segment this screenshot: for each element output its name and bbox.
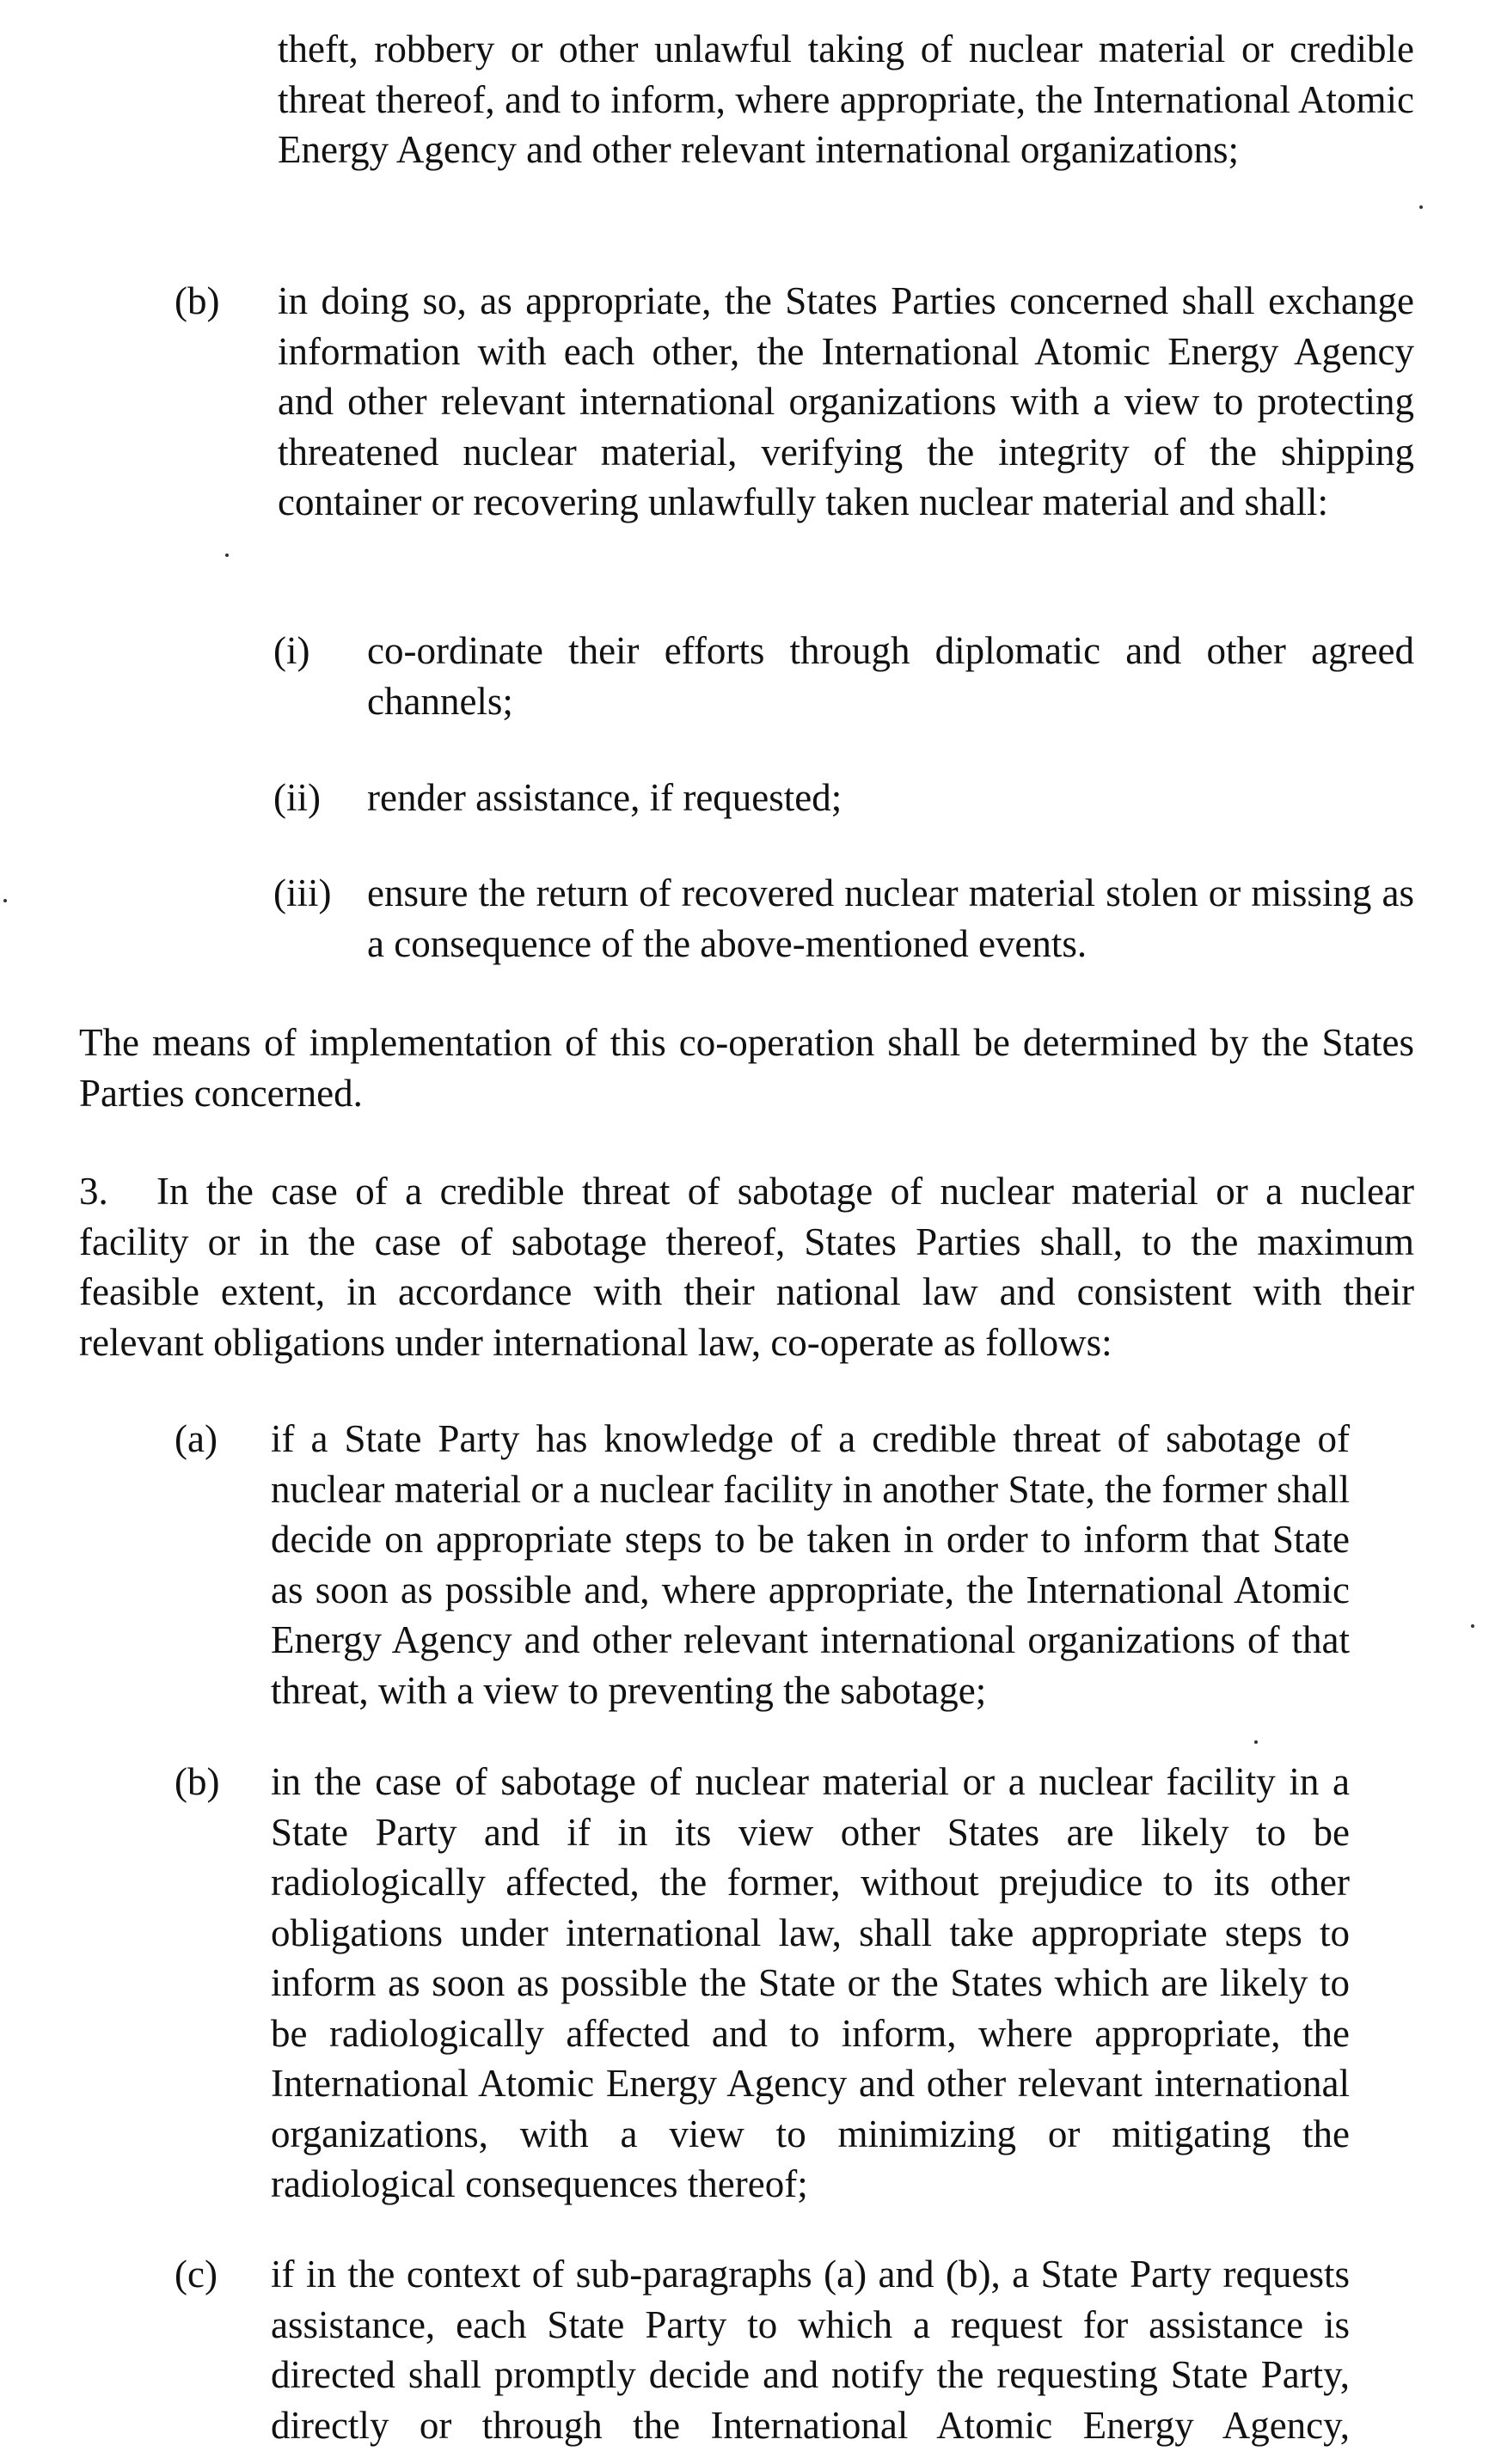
scan-speck [1419,205,1423,209]
section-3-item-a-text: if a State Party has knowledge of a credible threat of sabotage of nuclear material or a nuclear facility in another State, the former shall decide on appropriate steps to be taken in order to inform that State as soon as possible and, where appropriate, the International Atomic Energy Agency and other relevant international organizations of that threat, with a view to preventing the sabotage; [271,1417,1350,1712]
section-3-item-c-text: if in the context of sub-paragraphs (a) and (b), a State Party requests assistance, each State Party to which a request for assistance is directed shall promptly decide and notify the requesting State Party, directly or through the International Atomic Energy Agency, [271,2253,1350,2447]
scan-speck [1471,1624,1474,1628]
section-3-item-a-label: (a) [175,1417,218,1460]
sub-item-i-label: (i) [273,629,310,672]
means-paragraph: The means of implementation of this co-operation shall be determined by the States Parties concerned. [79,1021,1414,1115]
item-b-text: in doing so, as appropriate, the States Parties concerned shall exchange information with each other, the International Atomic Energy Agency and other relevant international organizations with a view to protecting threatened nuclear material, verifying the integrity of the shipping container or recovering unlawfully taken nuclear material and shall: [278,279,1414,523]
section-3-number: 3. [79,1170,108,1213]
section-3-item-b-text: in the case of sabotage of nuclear material or a nuclear facility in a State Party and if in its view other States are likely to be radiologically affected, the former, without prejudice to its other obligations under international law, shall take appropriate steps to inform as soon as possible the State or the States which are likely to be radiologically affected and to inform, where appropriate, the International Atomic Energy Agency and other relevant international organizations, with a view to minimizing or mitigating the radiological consequences thereof; [271,1760,1350,2205]
sub-item-iii-label: (iii) [273,871,332,914]
scan-speck [225,553,229,557]
sub-item-ii-label: (ii) [273,776,321,819]
section-3-item-c-label: (c) [175,2253,218,2296]
section-3-text: In the case of a credible threat of sabotage of nuclear material or a nuclear facility or in the case of sabotage thereof, States Parties shall, to the maximum feasible extent, in accordance with their national law and consistent with their relevant obligations under international law, co-operate as follows: [79,1170,1414,1364]
sub-item-i-text: co-ordinate their efforts through diplomatic and other agreed channels; [367,629,1414,723]
item-b-label: (b) [175,279,220,322]
sub-item-ii-text: render assistance, if requested; [367,776,842,819]
section-3-item-b-label: (b) [175,1760,220,1803]
scan-speck [1254,1740,1258,1744]
sub-item-iii-text: ensure the return of recovered nuclear material stolen or missing as a consequence of the above-mentioned events. [367,871,1414,965]
continuation-paragraph: theft, robbery or other unlawful taking of nuclear material or credible threat thereof, and to inform, where appropriate, the International Atomic Energy Agency and other relevant international organizations; [278,28,1414,171]
scan-speck [3,899,7,902]
